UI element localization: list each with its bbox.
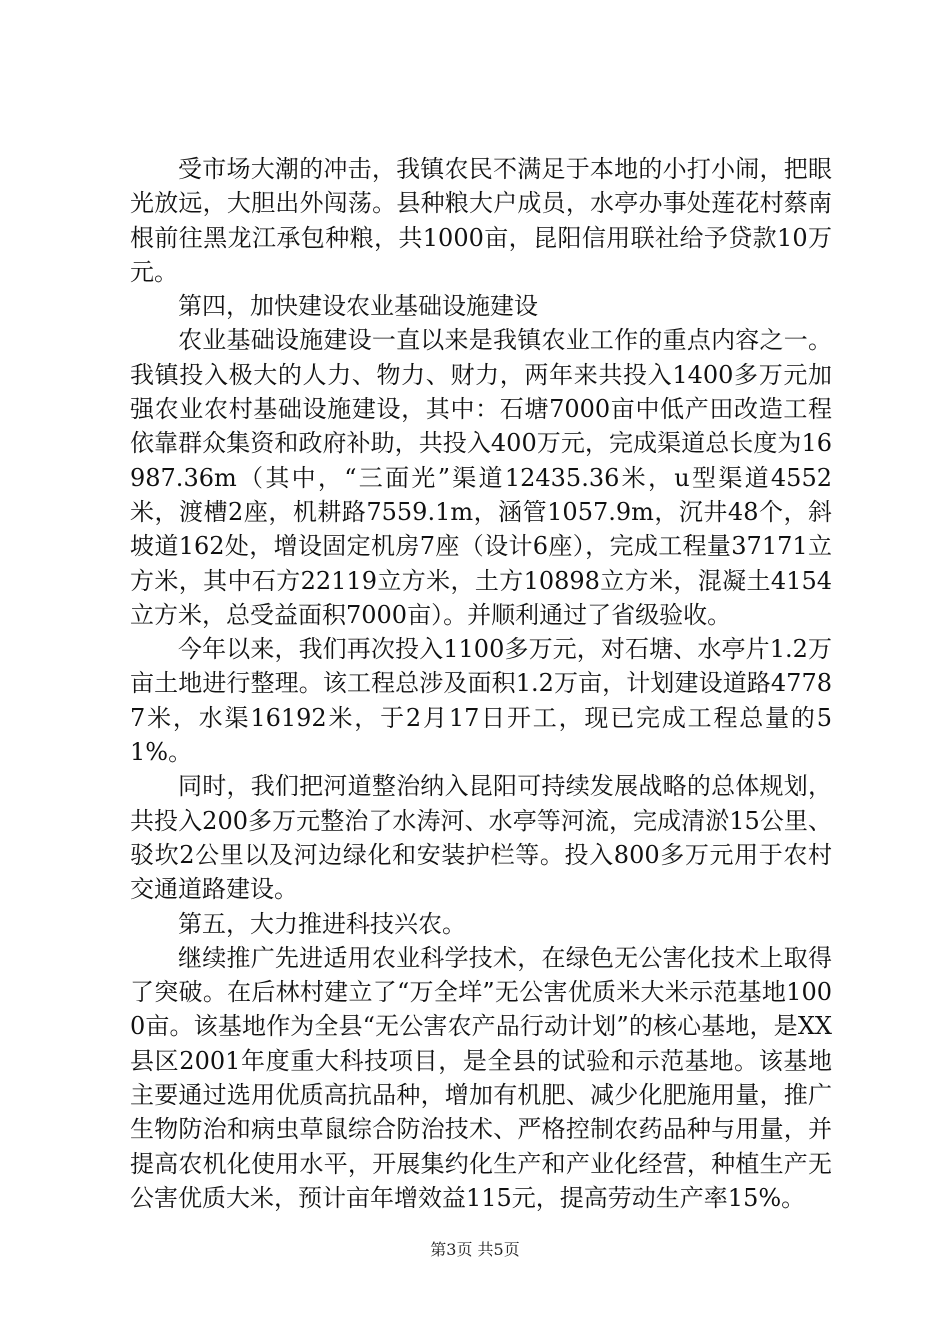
paragraph-land-consolidation: 今年以来，我们再次投入1100多万元，对石塘、水亭片1.2万亩土地进行整理。该工程总涉及面积1.2万亩，计划建设道路47787米，水渠16192米，于2月17日开工，现已完成工程总量的51%。	[130, 635, 832, 767]
paragraph-infrastructure-investment: 农业基础设施建设一直以来是我镇农业工作的重点内容之一。我镇投入极大的人力、物力、财力，两年来共投入1400多万元加强农业农村基础设施建设，其中：石塘7000亩中低产田改造工程依靠群众集资和政府补助，共投入400万元，完成渠道总长度为16987.36m（其中，“三面光”渠道12435.36米，u型渠道4552米，渡槽2座，机耕路7559.1m，涵管1057.9m，沉井48个，斜坡道162处，增设固定机房7座（设计6座），完成工程量37171立方米，其中石方22119立方米，土方10898立方米，混凝土4154立方米，总受益面积7000亩）。并顺利通过了省级验收。	[130, 326, 832, 629]
paragraph-technology-demo-base: 继续推广先进适用农业科学技术，在绿色无公害化技术上取得了突破。在后林村建立了“万全垟”无公害优质米大米示范基地1000亩。该基地作为全县“无公害农产品行动计划”的核心基地，是XX县区2001年度重大科技项目，是全县的试验和示范基地。该基地主要通过选用优质高抗品种，增加有机肥、减少化肥施用量，推广生物防治和病虫草鼠综合防治技术、严格控制农药品种与用量，并提高农机化使用水平，开展集约化生产和产业化经营，种植生产无公害优质大米，预计亩年增效益115元，提高劳动生产率15%。	[130, 943, 832, 1212]
heading-fourth-infrastructure: 第四，加快建设农业基础设施建设	[178, 292, 538, 321]
heading-fifth-technology: 第五，大力推进科技兴农。	[178, 909, 466, 938]
document-body	[130, 152, 832, 1215]
page-number-footer: 第3页 共5页	[430, 1240, 520, 1259]
paragraph-river-management: 同时，我们把河道整治纳入昆阳可持续发展战略的总体规划，共投入200多万元整治了水涛河、水亭等河流，完成清淤15公里、驳坎2公里以及河边绿化和安装护栏等。投入800多万元用于农村交通道路建设。	[130, 772, 832, 904]
paragraph-market-impact: 受市场大潮的冲击，我镇农民不满足于本地的小打小闹，把眼光放远，大胆出外闯荡。县种粮大户成员，水亭办事处莲花村蔡南根前往黑龙江承包种粮，共1000亩，昆阳信用联社给予贷款10万元。	[130, 155, 832, 286]
